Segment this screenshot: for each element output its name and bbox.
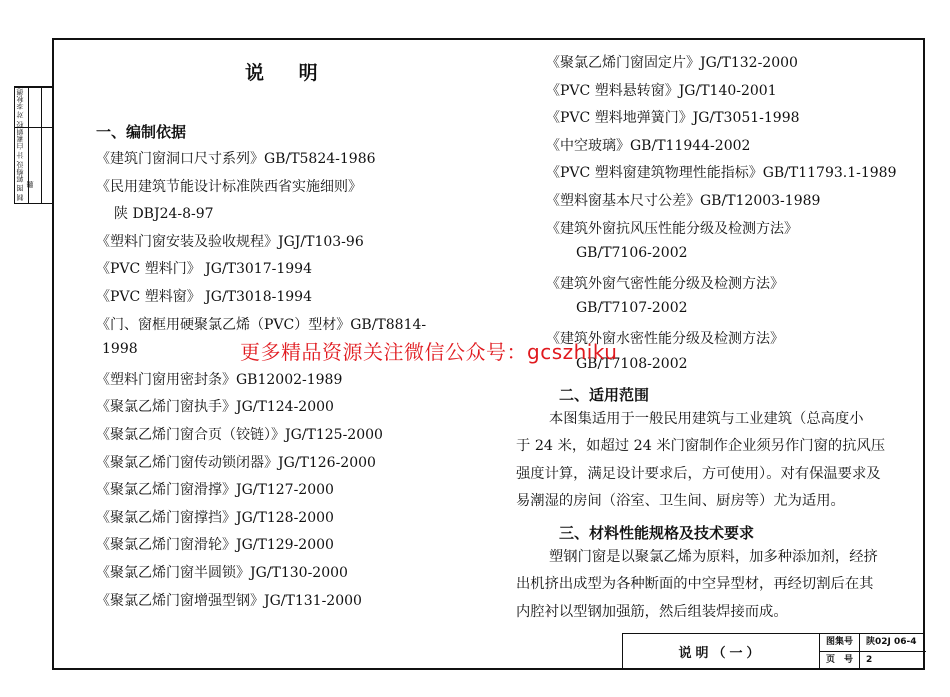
strip-name-design: 白素娟 bbox=[16, 128, 24, 150]
scope-line: 易潮湿的房间（浴室、卫生间、厨房等）尤为适用。 bbox=[516, 493, 845, 510]
reference-item: 《聚氯乙烯门窗合页（铰链）》JG/T125-2000 bbox=[96, 427, 383, 443]
watermark-text: 更多精品资源关注微信公众号：gcszhiku bbox=[240, 340, 618, 364]
reference-item: 《聚氯乙烯门窗半圆锁》JG/T130-2000 bbox=[96, 565, 348, 581]
page-value: 2 bbox=[866, 655, 873, 665]
atlas-row bbox=[820, 634, 926, 652]
strip-cell bbox=[15, 127, 53, 168]
reference-item: 《聚氯乙烯门窗滑轮》JG/T129-2000 bbox=[96, 537, 334, 554]
reference-item: 《聚氯乙烯门窗执手》JG/T124-2000 bbox=[96, 399, 334, 416]
reference-item: 《PVC 塑料窗》 JG/T3018-1994 bbox=[96, 289, 312, 305]
side-signature-strip bbox=[14, 86, 54, 204]
reference-item: 《PVC 塑料门》 JG/T3017-1994 bbox=[96, 261, 312, 278]
reference-item: GB/T7108-2002 bbox=[576, 355, 688, 372]
atlas-value: 陕02J 06-4 bbox=[866, 637, 917, 647]
reference-item: 《建筑门窗洞口尺寸系列》GB/T5824-1986 bbox=[96, 151, 376, 167]
section-heading-materials: 三、材料性能规格及技术要求 bbox=[559, 524, 755, 542]
strip-cell bbox=[15, 87, 53, 128]
reference-item: 《中空玻璃》GB/T11944-2002 bbox=[546, 137, 751, 154]
reference-item: 《聚氯乙烯门窗增强型钢》JG/T131-2000 bbox=[96, 592, 362, 609]
reference-item: 《民用建筑节能设计标准陕西省实施细则》 bbox=[96, 178, 362, 195]
scope-line: 于 24 米，如超过 24 米门窗制作企业须另作门窗的抗风压 bbox=[516, 438, 886, 455]
strip-name-check: 李秋德 bbox=[16, 88, 24, 110]
reference-item: 《塑料门窗用密封条》GB12002-1989 bbox=[96, 371, 343, 388]
reference-item: GB/T7106-2002 bbox=[576, 245, 688, 262]
reference-item: 《建筑外窗气密性能分级及检测方法》 bbox=[546, 275, 784, 292]
strip-label-check: 校 对 bbox=[16, 111, 24, 128]
page-label: 页 号 bbox=[820, 652, 860, 669]
reference-item: 《建筑外窗水密性能分级及检测方法》 bbox=[546, 331, 784, 347]
reference-item: 《聚氯乙烯门窗传动锁闭器》JG/T126-2000 bbox=[96, 454, 376, 471]
strip-cell bbox=[15, 167, 53, 203]
scope-line: 强度计算，满足设计要求后，方可使用）。对有保温要求及 bbox=[516, 465, 881, 482]
reference-item: 《门、窗框用硬聚氯乙烯（PVC）型材》GB/T8814- bbox=[96, 316, 427, 333]
scope-line: 本图集适用于一般民用建筑与工业建筑（总高度小 bbox=[549, 411, 864, 427]
reference-item: 《PVC 塑料窗建筑物理性能指标》GB/T11793.1-1989 bbox=[546, 165, 897, 182]
materials-line: 塑钢门窗是以聚氯乙烯为原料，加多种添加剂，经挤 bbox=[549, 549, 878, 565]
sheet-name: 说明（一） bbox=[623, 634, 820, 669]
reference-item: 《聚氯乙烯门窗滑撑》JG/T127-2000 bbox=[96, 482, 334, 499]
reference-item: 陕 DBJ24-8-97 bbox=[114, 206, 214, 223]
reference-item: GB/T7107-2002 bbox=[576, 300, 688, 317]
reference-item: 1998 bbox=[102, 341, 138, 358]
reference-item: 《PVC 塑料悬转窗》JG/T140-2001 bbox=[546, 82, 777, 99]
reference-item: 《聚氯乙烯门窗固定片》JG/T132-2000 bbox=[546, 55, 798, 71]
section-heading-scope: 二、适用范围 bbox=[559, 386, 650, 404]
reference-item: 《PVC 塑料地弹簧门》JG/T3051-1998 bbox=[546, 110, 800, 127]
reference-item: 《塑料门窗安装及验收规程》JGJ/T103-96 bbox=[96, 233, 364, 250]
strip-label-design: 设 计 bbox=[16, 151, 24, 168]
page-row bbox=[820, 652, 926, 669]
atlas-label: 图集号 bbox=[820, 634, 860, 651]
strip-name-draw: 郭梅鹏 bbox=[16, 168, 34, 189]
strip-label-draw: 制 图 bbox=[16, 185, 24, 202]
materials-line: 内腔衬以型钢加强筋，然后组装焊接而成。 bbox=[516, 603, 788, 620]
materials-line: 出机挤出成型为各种断面的中空异型材，再经切割后在其 bbox=[516, 576, 874, 593]
page-title: 说 明 bbox=[245, 62, 332, 84]
title-block bbox=[622, 633, 925, 670]
reference-item: 《建筑外窗抗风压性能分级及检测方法》 bbox=[546, 220, 798, 237]
section-heading-basis: 一、编制依据 bbox=[96, 123, 187, 141]
reference-item: 《塑料窗基本尺寸公差》GB/T12003-1989 bbox=[546, 193, 821, 209]
reference-item: 《聚氯乙烯门窗撑挡》JG/T128-2000 bbox=[96, 509, 334, 526]
